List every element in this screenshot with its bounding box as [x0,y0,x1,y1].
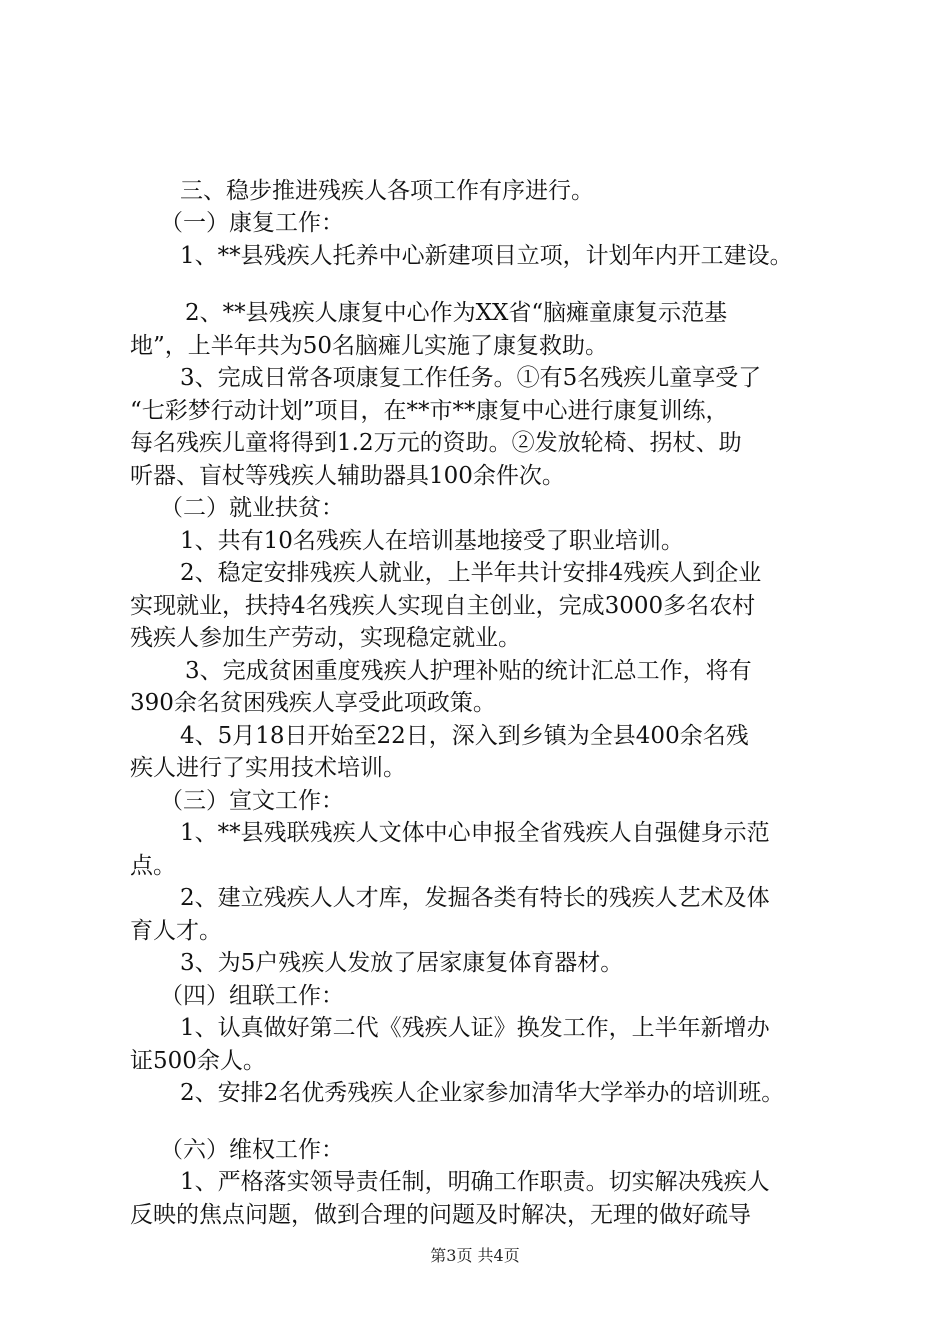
subsection-heading: （六）维权工作： [160,1137,344,1163]
paragraph-line: 1、严格落实领导责任制，明确工作职责。切实解决残疾人 [180,1169,770,1195]
paragraph-line: 1、认真做好第二代《残疾人证》换发工作，上半年新增办 [180,1015,770,1041]
subsection-heading: （二）就业扶贫： [160,495,344,521]
paragraph-line: 2、**县残疾人康复中心作为XX省“脑瘫童康复示范基 [185,300,728,326]
paragraph-line: 4、5月18日开始至22日，深入到乡镇为全县400余名残 [180,723,749,749]
paragraph-line: 疾人进行了实用技术培训。 [130,755,406,781]
paragraph-line: 每名残疾儿童将得到1.2万元的资助。②发放轮椅、拐杖、助 [130,430,742,456]
paragraph-line: 1、共有10名残疾人在培训基地接受了职业培训。 [180,528,684,554]
paragraph-line: 3、为5户残疾人发放了居家康复体育器材。 [180,950,624,976]
paragraph-line: 反映的焦点问题，做到合理的问题及时解决，无理的做好疏导 [130,1202,751,1228]
paragraph-line: “七彩梦行动计划”项目，在**市**康复中心进行康复训练， [130,398,729,424]
paragraph-line: 证500余人。 [130,1048,266,1074]
paragraph-line: 2、稳定安排残疾人就业，上半年共计安排4残疾人到企业 [180,560,762,586]
subsection-heading: （一）康复工作： [160,210,344,236]
paragraph-line: 地”，上半年共为50名脑瘫儿实施了康复救助。 [130,333,609,359]
paragraph-line: 实现就业，扶持4名残疾人实现自主创业，完成3000多名农村 [130,593,756,619]
section-heading: 三、稳步推进残疾人各项工作有序进行。 [180,178,594,204]
paragraph-line: 育人才。 [130,918,222,944]
paragraph-line: 听器、盲杖等残疾人辅助器具100余件次。 [130,463,565,489]
paragraph-line: 残疾人参加生产劳动，实现稳定就业。 [130,625,521,651]
paragraph-line: 点。 [130,853,176,879]
paragraph-line: 1、**县残联残疾人文体中心申报全省残疾人自强健身示范 [180,820,770,846]
subsection-heading: （三）宣文工作： [160,788,344,814]
paragraph-line: 1、**县残疾人托养中心新建项目立项，计划年内开工建设。 [180,243,793,269]
page-number-footer: 第3页 共4页 [430,1246,520,1265]
paragraph-line: 2、安排2名优秀残疾人企业家参加清华大学举办的培训班。 [180,1080,785,1106]
paragraph-line: 390余名贫困残疾人享受此项政策。 [130,690,496,716]
subsection-heading: （四）组联工作： [160,983,344,1009]
paragraph-line: 3、完成贫困重度残疾人护理补贴的统计汇总工作，将有 [185,658,752,684]
paragraph-line: 2、建立残疾人人才库，发掘各类有特长的残疾人艺术及体 [180,885,770,911]
paragraph-line: 3、完成日常各项康复工作任务。①有5名残疾儿童享受了 [180,365,762,391]
